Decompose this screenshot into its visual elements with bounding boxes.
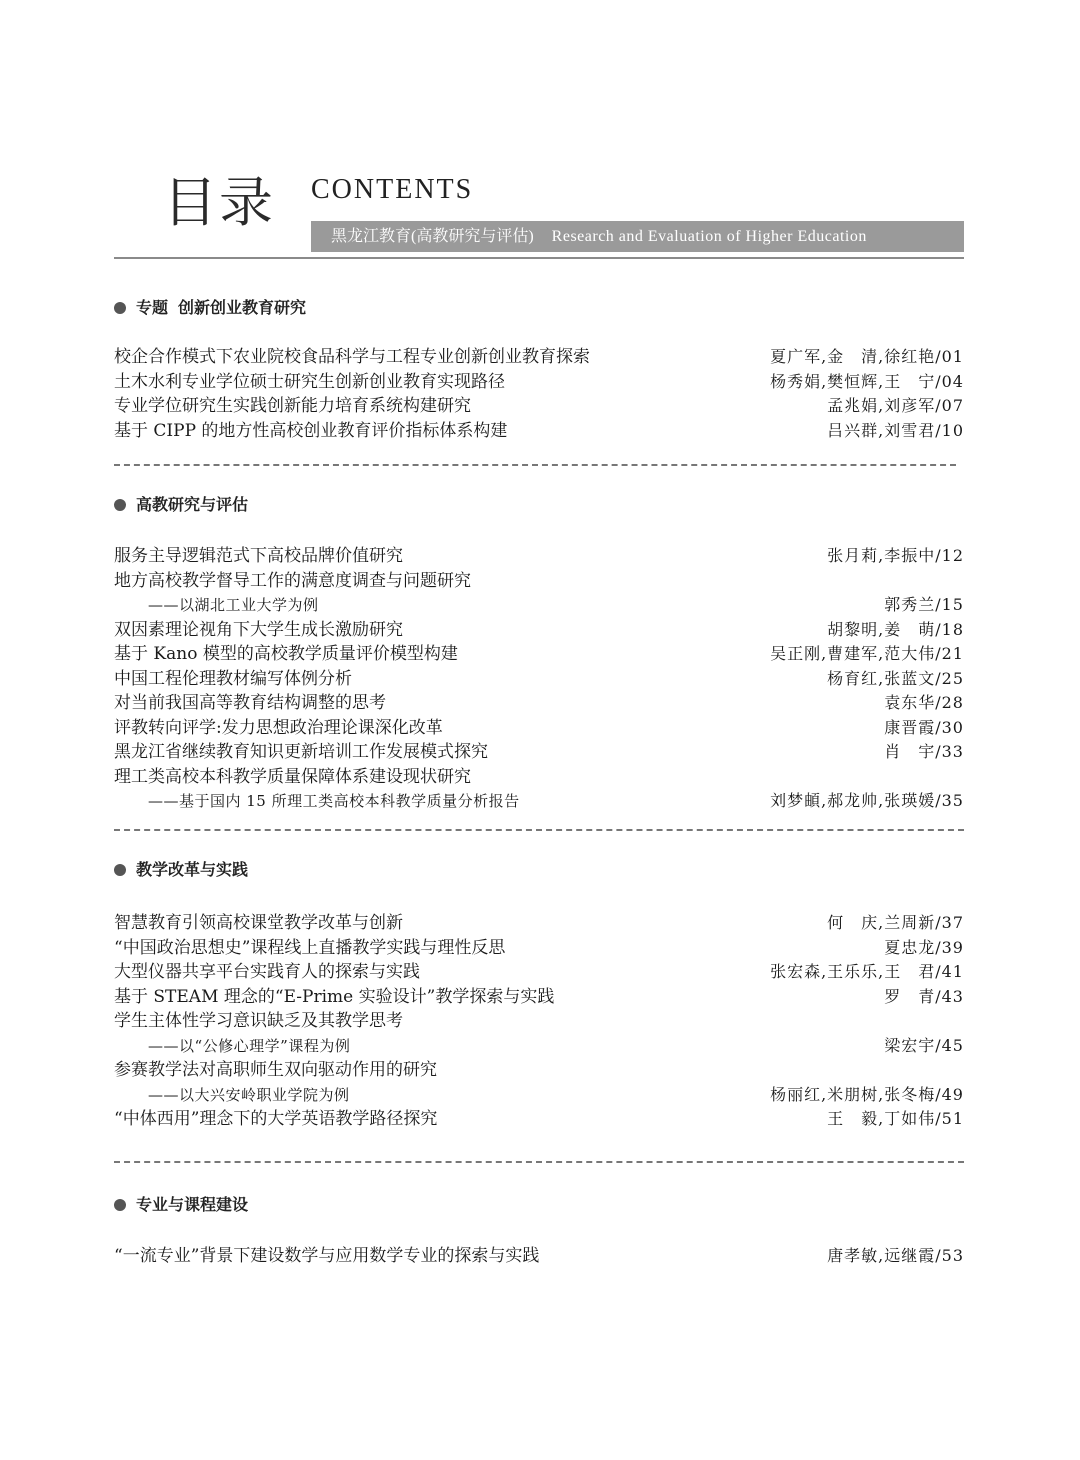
entry-title: 土木水利专业学位硕士研究生创新创业教育实现路径 <box>114 372 505 392</box>
entry-authors: 杨秀娟,樊恒辉,王 宁/04 <box>770 372 964 391</box>
page-title: 目录 <box>163 171 275 234</box>
section-label: 专题 <box>136 298 169 317</box>
journal-band <box>311 221 964 252</box>
entry-title: 中国工程伦理教材编写体例分析 <box>114 669 352 689</box>
toc-entry[interactable] <box>114 1083 964 1107</box>
toc-entry[interactable] <box>114 618 964 642</box>
entry-authors: 杨育红,张蓝文/25 <box>827 669 964 688</box>
entry-title: 校企合作模式下农业院校食品科学与工程专业创新创业教育探索 <box>114 347 590 367</box>
section-divider <box>114 829 964 831</box>
entry-title: 对当前我国高等教育结构调整的思考 <box>114 693 386 713</box>
entry-authors: 胡黎明,姜 萌/18 <box>827 620 964 639</box>
entry-authors: 袁东华/28 <box>884 693 964 712</box>
entry-authors: 杨丽红,米朋树,张冬梅/49 <box>770 1085 964 1104</box>
toc-entry[interactable] <box>114 419 964 443</box>
entry-title: “中国政治思想史”课程线上直播教学实践与理性反思 <box>114 938 506 958</box>
toc-entry[interactable] <box>114 911 964 935</box>
section-divider <box>114 464 956 466</box>
entry-authors: 梁宏宇/45 <box>884 1036 964 1055</box>
toc-entry[interactable] <box>114 960 964 984</box>
section-sublabel: 创新创业教育研究 <box>178 298 307 317</box>
toc-entry[interactable] <box>114 985 964 1009</box>
entry-authors: 郭秀兰/15 <box>884 595 964 614</box>
entry-title: 双因素理论视角下大学生成长激励研究 <box>114 620 403 640</box>
entry-authors: 王 毅,丁如伟/51 <box>827 1109 964 1128</box>
toc-entry[interactable] <box>114 394 964 418</box>
entry-authors: 唐孝敏,远继霞/53 <box>827 1246 964 1265</box>
entry-title: 基于 Kano 模型的高校教学质量评价模型构建 <box>114 644 458 664</box>
toc-entry[interactable] <box>114 1034 964 1058</box>
section-label: 高教研究与评估 <box>136 495 249 514</box>
entry-authors: 夏广军,金 清,徐红艳/01 <box>770 347 964 366</box>
toc-entry[interactable] <box>114 593 964 617</box>
entry-subtitle: ——以“公修心理学”课程为例 <box>148 1037 351 1055</box>
entry-subtitle: ——以大兴安岭职业学院为例 <box>148 1086 350 1104</box>
contents-heading: CONTENTS <box>311 174 474 205</box>
section-label: 教学改革与实践 <box>136 860 249 879</box>
entry-title: 黑龙江省继续教育知识更新培训工作发展模式探究 <box>114 742 488 762</box>
entry-title: 专业学位研究生实践创新能力培育系统构建研究 <box>114 396 471 416</box>
toc-entry[interactable] <box>114 370 964 394</box>
header-rule <box>114 257 964 259</box>
bullet-icon <box>114 499 126 511</box>
toc-entry[interactable] <box>114 691 964 715</box>
toc-entry[interactable] <box>114 1244 964 1268</box>
entry-title: “一流专业”背景下建设数学与应用数学专业的探索与实践 <box>114 1246 540 1266</box>
toc-entry[interactable] <box>114 544 964 568</box>
section-label: 专业与课程建设 <box>136 1195 249 1214</box>
entry-authors: 吴正刚,曹建军,范大伟/21 <box>770 644 964 663</box>
entry-title: 大型仪器共享平台实践育人的探索与实践 <box>114 962 420 982</box>
section-heading <box>114 1193 248 1217</box>
entry-authors: 罗 青/43 <box>884 987 964 1006</box>
entry-authors: 夏忠龙/39 <box>884 938 964 957</box>
bullet-icon <box>114 864 126 876</box>
entry-title: 服务主导逻辑范式下高校品牌价值研究 <box>114 546 403 566</box>
section-heading <box>114 858 248 882</box>
entry-authors: 吕兴群,刘雪君/10 <box>827 421 964 440</box>
toc-entry[interactable] <box>114 642 964 666</box>
entry-title: 理工类高校本科教学质量保障体系建设现状研究 <box>114 767 471 787</box>
entry-authors: 孟兆娟,刘彦军/07 <box>827 396 964 415</box>
bullet-icon <box>114 302 126 314</box>
section-divider <box>114 1161 964 1163</box>
toc-entry[interactable] <box>114 1107 964 1131</box>
entry-title: 地方高校教学督导工作的满意度调查与问题研究 <box>114 571 471 591</box>
entry-authors: 张月莉,李振中/12 <box>827 546 964 565</box>
toc-entry[interactable] <box>114 667 964 691</box>
entry-title: 基于 STEAM 理念的“E-Prime 实验设计”教学探索与实践 <box>114 987 555 1007</box>
entry-subtitle: ——基于国内 15 所理工类高校本科教学质量分析报告 <box>148 792 520 810</box>
entry-subtitle: ——以湖北工业大学为例 <box>148 596 319 614</box>
bullet-icon <box>114 1199 126 1211</box>
toc-entry[interactable] <box>114 716 964 740</box>
entry-title: “中体西用”理念下的大学英语教学路径探究 <box>114 1109 438 1129</box>
entry-authors: 何 庆,兰周新/37 <box>827 913 964 932</box>
toc-entry[interactable] <box>114 936 964 960</box>
toc-entry[interactable] <box>114 1009 964 1033</box>
toc-entry[interactable] <box>114 765 964 789</box>
entry-title: 评教转向评学:发力思想政治理论课深化改革 <box>114 718 443 738</box>
journal-name-en: Research and Evaluation of Higher Education <box>551 228 867 245</box>
entry-title: 基于 CIPP 的地方性高校创业教育评价指标体系构建 <box>114 421 508 441</box>
entry-title: 智慧教育引领高校课堂教学改革与创新 <box>114 913 403 933</box>
entry-authors: 张宏森,王乐乐,王 君/41 <box>770 962 964 981</box>
journal-name-cn: 黑龙江教育(高教研究与评估) <box>331 228 534 245</box>
entry-authors: 肖 宇/33 <box>884 742 964 761</box>
toc-entry[interactable] <box>114 740 964 764</box>
toc-entry[interactable] <box>114 345 964 369</box>
entry-title: 参赛教学法对高职师生双向驱动作用的研究 <box>114 1060 437 1080</box>
section-heading <box>114 296 306 320</box>
toc-entry[interactable] <box>114 1058 964 1082</box>
section-heading <box>114 493 248 517</box>
toc-entry[interactable] <box>114 569 964 593</box>
entry-title: 学生主体性学习意识缺乏及其教学思考 <box>114 1011 403 1031</box>
entry-authors: 刘梦頔,郝龙帅,张瑛媛/35 <box>770 791 964 810</box>
entry-authors: 康晋霞/30 <box>884 718 964 737</box>
toc-entry[interactable] <box>114 789 964 813</box>
